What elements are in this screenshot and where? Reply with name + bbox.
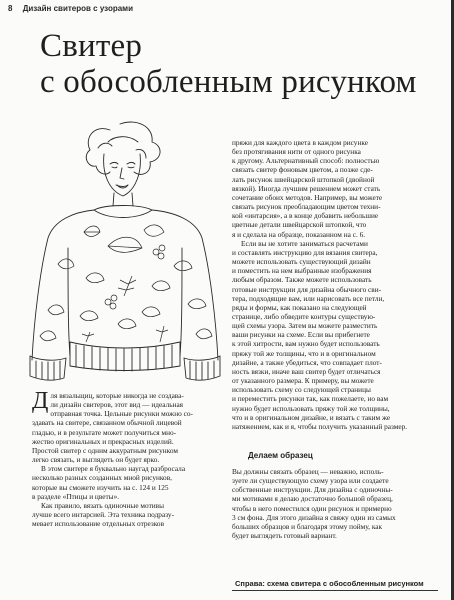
- hair-left-curl: [86, 129, 110, 174]
- body-line: гладью, и в результате может получиться мно-: [32, 427, 177, 437]
- drop-cap: Д: [32, 388, 49, 414]
- body-line: 3 см фона. Для этого дизайна я свяжу один из самых: [232, 512, 396, 522]
- body-line: без протягивания нити от одного рисунка: [232, 147, 361, 157]
- body-line: отправная точка. Цельные рисунки можно со-: [50, 409, 193, 419]
- body-line: можете использовать существующий дизайн: [232, 257, 371, 267]
- body-line: больших образцов и благодаря этому пойму, как: [232, 521, 383, 531]
- body-line: связать свитер фоновым цветом, а позже сде-: [232, 165, 373, 175]
- body-line: В этом свитере я буквально наугад разбросала: [41, 464, 186, 474]
- body-line: и составлять инструкцию для вязания свитера,: [232, 247, 378, 257]
- body-line: в разделе «Птицы и цветы».: [32, 491, 120, 501]
- body-line: пряжу той же толщины, что и в оригинальном: [232, 348, 376, 358]
- figure-caption: Справа: схема свитера с обособленным рисунком: [235, 579, 424, 588]
- body-line: Вы должны связать образец — неважно, исполь-: [232, 467, 384, 476]
- body-line: готовые инструкции для дизайна обычного сви-: [232, 284, 382, 294]
- body-line: ряды и формы, как показано на следующей: [232, 302, 367, 312]
- leaf-motifs: [40, 225, 212, 342]
- section-subheading: Делаем образец: [248, 451, 313, 460]
- caption-rule: [232, 590, 438, 591]
- running-title: Дизайн свитеров с узорами: [22, 4, 134, 13]
- title-line-2: с обособленным рисунком: [40, 64, 417, 100]
- body-line: ми мотивами я делаю достаточно большой образец,: [232, 494, 393, 504]
- body-line: ли дизайн свитеров, этот вид — идеальная: [50, 400, 184, 410]
- body-line: нужно будет использовать пряжу той же толщины,: [232, 403, 390, 413]
- sweater-illustration: [24, 120, 224, 382]
- body-line: жество оригинальных и прекрасных изделий.: [32, 436, 174, 446]
- body-line: от указанного размера. К примеру, вы можете: [232, 376, 374, 386]
- right-column-top: [232, 138, 438, 431]
- body-line: собственные инструкции. Для дизайна с одиночны-: [232, 485, 393, 495]
- page-title: [40, 28, 417, 100]
- body-line: ваши рисунки на схеме. Если вы прибегнете: [232, 330, 370, 340]
- body-line: мевает использование отдельных отрезков: [32, 519, 165, 529]
- right-column-bottom: [232, 467, 438, 540]
- body-line: зуете ли существующую схему узора или создаете: [232, 476, 389, 486]
- left-column: [32, 388, 228, 529]
- waist-rib: [70, 342, 180, 371]
- body-line: лучше всего интарсией. Эта техника подразу-: [32, 510, 175, 520]
- page-number: 8: [8, 4, 13, 13]
- body-line: и переместить рисунки так, как пожелаете, но вам: [232, 394, 389, 404]
- body-line: к этой хитрости, вам нужно будет использовать: [232, 339, 380, 349]
- body-line: я и сделала на образце, показанном на с. 6.: [232, 229, 366, 239]
- body-line: и поместить на нем выбранные изображения: [232, 266, 372, 276]
- body-line: связать рисунок преобладающим цветом техни-: [232, 202, 381, 212]
- running-header: [8, 4, 141, 13]
- body-line: что и в оригинальном дизайне, и вязать с таким же: [232, 412, 391, 422]
- body-line: лать рисунок швейцарской штопкой (двойной: [232, 174, 375, 184]
- body-line: тера, подходящие вам, или нарисовать все петли,: [232, 293, 385, 303]
- body-line: вязкой). Иногда лучшим решением может стать: [232, 183, 381, 193]
- body-line: будет выглядеть готовый вариант.: [232, 531, 337, 541]
- body-line: Простой свитер с одним аккуратным рисунком: [32, 445, 178, 455]
- title-line-1: Свитер: [40, 28, 143, 64]
- body-line: к другому. Альтернативный способ: полностью: [232, 156, 380, 166]
- body-line: странице, либо обведите контуры существую-: [232, 311, 376, 321]
- body-line: сочетание обоих методов. Например, вы можете: [232, 192, 383, 202]
- body-line: использовать схему со следующей страницы: [232, 385, 371, 395]
- body-line: пряжи для каждого цвета в каждом рисунке: [232, 138, 368, 147]
- body-line: любым образом. Также можете использовать: [232, 275, 372, 285]
- body-line: ность вязки, иначе ваш свитер будет отличаться: [232, 366, 381, 376]
- body-line: цветные детали швейцарской штопкой, что: [232, 220, 367, 230]
- body-line: Как правило, вязать одиночные мотивы: [41, 500, 165, 510]
- body-line: легко связать, и выглядеть он будет ярко.: [32, 455, 160, 465]
- collar: [94, 210, 152, 218]
- body-line: дизайне, а также убедиться, что совпадает плот-: [232, 357, 382, 367]
- body-line: щей схемы узора. Затем вы можете разместить: [232, 321, 378, 331]
- body-line: которые вы сможете изучить на с. 124 и 125: [32, 482, 169, 492]
- body-line: Если вы не хотите заниматься расчетами: [241, 238, 368, 248]
- face-outline: [104, 154, 141, 196]
- body-line: несколько разных созданных мной рисунков,: [32, 473, 172, 483]
- body-line: чтобы в него поместился один рисунок и примерно: [232, 503, 392, 513]
- body-line: кой «интарсия», а в конце добавить небольшие: [232, 211, 379, 221]
- body-line: здавать на свитере, связанном обычной лицевой: [32, 418, 182, 428]
- body-line: натяжением, как и я, чтобы получить указанный размер.: [232, 421, 408, 431]
- first-line-text: ля вязальщиц, которые никогда не создава-: [50, 391, 184, 400]
